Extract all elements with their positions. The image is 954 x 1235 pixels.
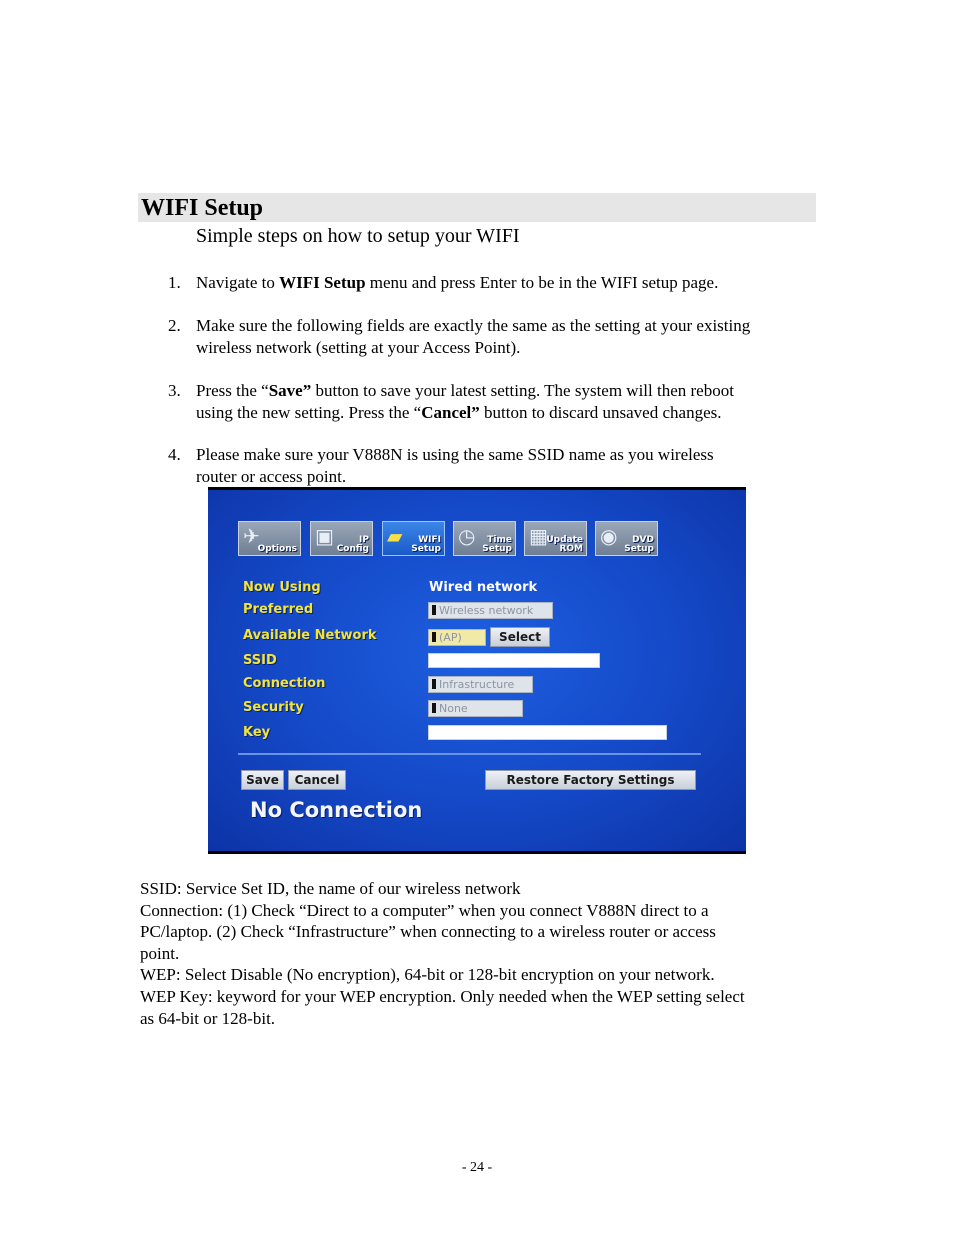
cancel-button[interactable]: Cancel <box>288 770 346 790</box>
step-text-run: using the new setting. Press the “ <box>196 403 422 422</box>
tab-label: WIFI Setup <box>411 535 441 554</box>
preferred-select-value: Wireless network <box>439 604 534 617</box>
key-input[interactable] <box>428 725 667 740</box>
tab-label: Update ROM <box>546 535 583 554</box>
step-text <box>196 272 813 294</box>
security-label: Security <box>243 700 304 715</box>
select-button[interactable]: Select <box>490 627 550 647</box>
tab-label: Time Setup <box>482 535 512 554</box>
step-4 <box>168 444 813 488</box>
selector-mark <box>432 703 436 713</box>
tab-ip-config[interactable] <box>310 521 373 556</box>
page-number: - 24 - <box>461 1160 493 1175</box>
clock-icon: ◷ <box>458 524 476 548</box>
step-text-run: Press the “ <box>196 381 269 400</box>
chip-icon: ▦ <box>529 524 548 548</box>
connection-select[interactable] <box>428 676 533 693</box>
step-text-line: wireless network (setting at your Access Point). <box>196 338 521 357</box>
tab-update-rom[interactable] <box>524 521 587 556</box>
tab-label: Options <box>257 544 297 554</box>
step-text-bold: WIFI Setup <box>279 273 366 292</box>
step-number: 3. <box>168 381 181 400</box>
security-select[interactable] <box>428 700 523 717</box>
section-subtitle: Simple steps on how to setup your WIFI <box>196 225 520 247</box>
available-network-select[interactable] <box>428 629 486 646</box>
ssid-label: SSID <box>243 653 277 668</box>
ssid-input[interactable] <box>428 653 600 668</box>
note-line: WEP Key: keyword for your WEP encryption. Only needed when the WEP setting select <box>140 986 745 1006</box>
restore-factory-settings-button[interactable]: Restore Factory Settings <box>485 770 696 790</box>
preferred-select[interactable] <box>428 602 553 619</box>
section-title: WIFI Setup <box>141 195 264 221</box>
step-text-bold: Cancel” <box>421 403 480 422</box>
note-line: PC/laptop. (2) Check “Infrastructure” when connecting to a wireless router or access <box>140 922 716 942</box>
key-label: Key <box>243 725 271 740</box>
tab-wifi-setup[interactable] <box>382 521 445 556</box>
computer-icon: ▣ <box>315 524 334 548</box>
available-network-label: Available Network <box>243 628 377 643</box>
note-line: SSID: Service Set ID, the name of our wireless network <box>140 879 521 898</box>
selector-mark <box>432 605 436 615</box>
tab-options[interactable] <box>238 521 301 556</box>
satellite-icon: ✈ <box>243 524 260 548</box>
tab-label: IP Config <box>336 535 369 554</box>
wifi-setup-screenshot <box>208 487 746 854</box>
step-text-run: button to save your latest setting. The system will then reboot <box>311 381 734 400</box>
step-text-run: menu and press Enter to be in the WIFI setup page. <box>365 273 719 292</box>
step-number: 2. <box>168 316 181 335</box>
step-number: 4. <box>168 445 181 464</box>
connection-label: Connection <box>243 676 326 691</box>
security-select-value: None <box>439 702 468 715</box>
available-network-value: (AP) <box>439 631 462 644</box>
step-text-line: Please make sure your V888N is using the same SSID name as you wireless <box>196 445 714 464</box>
selector-mark <box>432 679 436 689</box>
tab-label: DVD Setup <box>624 535 654 554</box>
tab-time-setup[interactable] <box>453 521 516 556</box>
step-text-line <box>196 380 813 402</box>
tab-dvd-setup[interactable] <box>595 521 658 556</box>
note-line: WEP: Select Disable (No encryption), 64-bit or 128-bit encryption on your network. <box>140 965 715 985</box>
save-button[interactable]: Save <box>241 770 284 790</box>
step-text-run: Navigate to <box>196 273 280 292</box>
note-line: as 64-bit or 128-bit. <box>140 1008 276 1028</box>
note-line: point. <box>140 943 180 963</box>
preferred-label: Preferred <box>243 602 314 617</box>
connection-status: No Connection <box>250 798 423 822</box>
step-2 <box>168 315 813 359</box>
router-icon: ▰ <box>387 524 403 548</box>
now-using-label: Now Using <box>243 580 321 595</box>
connection-select-value: Infrastructure <box>439 678 515 691</box>
step-text-line: router or access point. <box>196 467 347 486</box>
now-using-value: Wired network <box>429 580 538 595</box>
step-text-line <box>196 402 813 424</box>
selector-mark <box>432 632 436 642</box>
note-line: Connection: (1) Check “Direct to a computer” when you connect V888N direct to a <box>140 900 709 920</box>
divider <box>238 753 701 755</box>
step-text-bold: Save” <box>268 381 312 400</box>
disc-icon: ◉ <box>600 524 618 548</box>
step-text-run: button to discard unsaved changes. <box>479 403 722 422</box>
notes <box>140 878 820 1029</box>
step-number: 1. <box>168 273 181 292</box>
step-text-line: Make sure the following fields are exactly the same as the setting at your existing <box>196 316 751 335</box>
step-3 <box>168 380 813 424</box>
step-1 <box>168 272 813 294</box>
